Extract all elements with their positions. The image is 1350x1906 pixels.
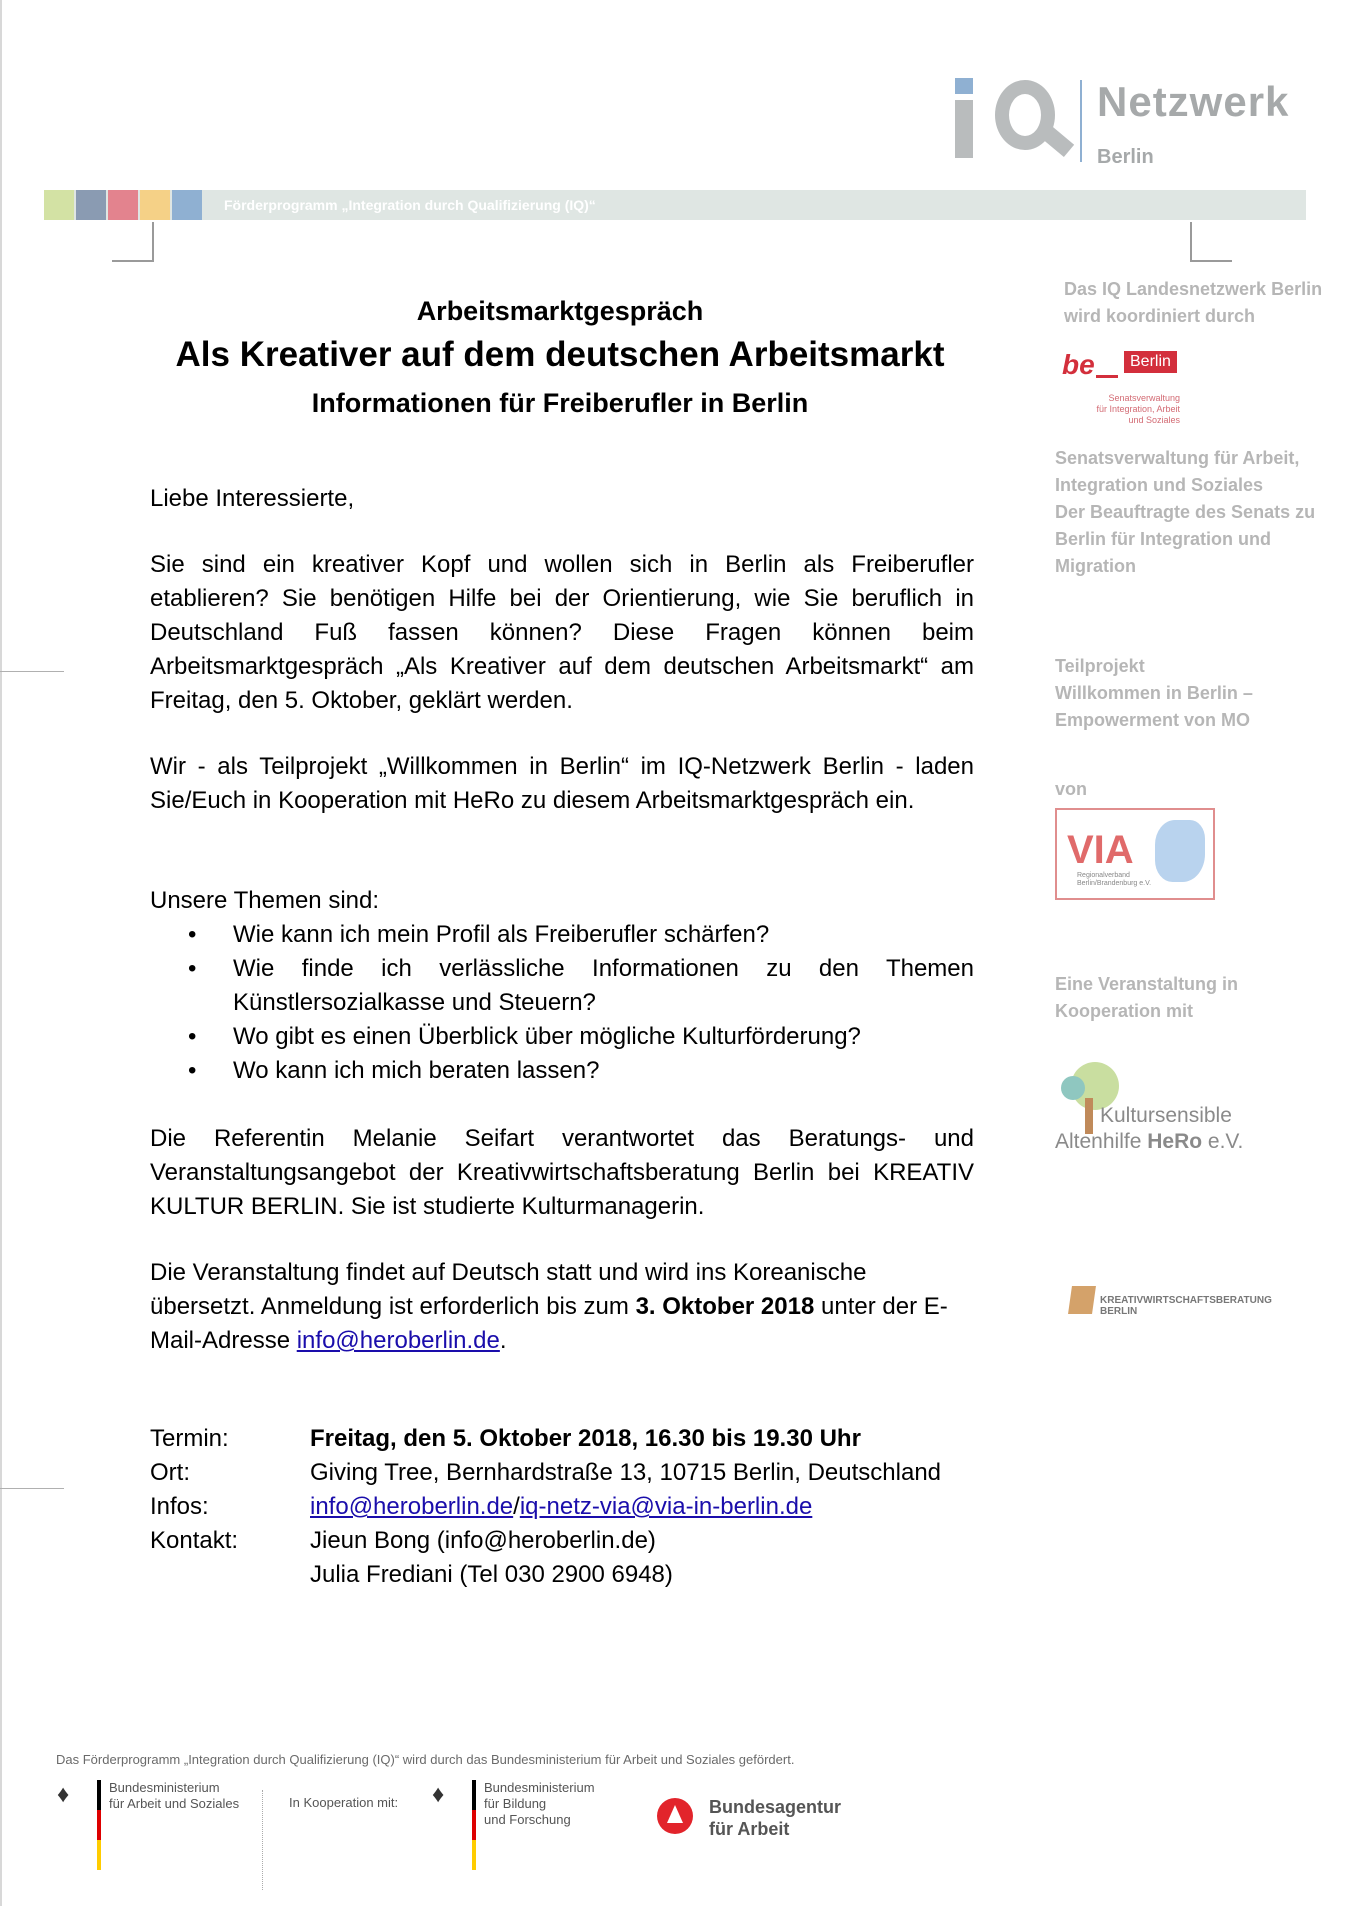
senate-line: Berlin für Integration und (1055, 529, 1271, 549)
bullet: • (188, 1023, 197, 1050)
bmas-line: für Arbeit und Soziales (109, 1796, 240, 1811)
termin-value: Freitag, den 5. Oktober 2018, 16.30 bis 19.30 Uhr (310, 1425, 861, 1452)
brandenburg-gate-icon (1096, 355, 1118, 378)
german-flag-bar (472, 1780, 476, 1870)
event-info-table (150, 1422, 941, 1592)
info-row-ort (150, 1456, 941, 1490)
fold-mark-bottom (0, 1488, 64, 1489)
page-edge (0, 0, 2, 1906)
teil-line: Teilprojekt (1055, 656, 1145, 676)
via-logo (1055, 808, 1215, 900)
crop-mark-left (112, 222, 154, 262)
logo-netzwerk-text: Netzwerk (1097, 78, 1290, 125)
paragraph-registration (150, 1256, 974, 1358)
map-shape-icon (1155, 820, 1205, 882)
strip-swatch (44, 190, 74, 220)
registration-email-link[interactable]: info@heroberlin.de (296, 1327, 500, 1354)
coord-line: Das IQ Landesnetzwerk Berlin (1064, 279, 1323, 299)
bmbf-logo (432, 1780, 632, 1880)
ort-label: Ort: (150, 1459, 190, 1486)
hero-email-link[interactable]: info@heroberlin.de (310, 1493, 514, 1520)
bmbf-line: für Bildung (484, 1796, 547, 1811)
iq-logo-separator (1080, 80, 1082, 162)
list-item (150, 1054, 974, 1088)
teil-line: Willkommen in Berlin – (1055, 683, 1253, 703)
strip-swatch (172, 190, 202, 220)
registration-text-2: unter der E-Mail-Adresse (150, 1293, 948, 1354)
eagle-icon: ♦ (432, 1781, 445, 1808)
senate-line: Integration und Soziales (1055, 475, 1264, 495)
infos-label: Infos: (150, 1493, 209, 1520)
bmbf-line: Bundesministerium (484, 1780, 595, 1795)
german-flag-bar (97, 1780, 101, 1870)
topics-intro: Unsere Themen sind: (150, 887, 380, 914)
kontakt-label: Kontakt: (150, 1527, 239, 1554)
crop-mark-right (1190, 222, 1232, 262)
bmbf-text (484, 1780, 595, 1828)
kontakt-value-1: Jieun Bong (info@heroberlin.de) (310, 1527, 656, 1554)
topic-text: Wie finde ich verlässliche Informationen zu den Themen Künstlersozialkasse und Steuern? (233, 955, 974, 1016)
topic-text: Wie kann ich mein Profil als Freiberufler schärfen? (233, 921, 770, 948)
be-logo-berlin: Berlin (1124, 351, 1177, 373)
footer-divider (262, 1790, 264, 1890)
document-title: Als Kreativer auf dem deutschen Arbeitsmarkt (175, 335, 945, 374)
eagle-icon: ♦ (57, 1781, 70, 1808)
iq-logo-stem (955, 100, 973, 158)
kreativwirtschaftsberatung-logo (1070, 1284, 1310, 1318)
hero-logo-line-1: Kultursensible (1100, 1104, 1232, 1127)
termin-label: Termin: (150, 1425, 229, 1452)
tree-icon-leaf (1061, 1076, 1085, 1100)
ba-line: Bundesagentur (709, 1797, 842, 1817)
infos-value (310, 1490, 812, 1524)
via-sub-line: Berlin/Brandenburg e.V. (1077, 880, 1152, 887)
hero-suffix: e.V. (1202, 1130, 1244, 1153)
fold-mark-top (0, 671, 64, 672)
topic-text: Wo kann ich mich beraten lassen? (233, 1057, 600, 1084)
be-logo-subtitle (1062, 393, 1180, 426)
bmas-logo (57, 1780, 257, 1880)
bullet: • (188, 1057, 197, 1084)
document-subtitle: Informationen für Freiberufler in Berlin (311, 388, 809, 418)
topics-list (150, 918, 974, 1088)
hero-logo (1055, 1062, 1275, 1172)
logo-berlin-text: Berlin (1097, 146, 1154, 168)
strip-swatch (108, 190, 138, 220)
info-row-kontakt-2 (150, 1558, 941, 1592)
list-item (150, 918, 974, 952)
sidebar-teilprojekt-text (1055, 653, 1253, 734)
strip-swatch (76, 190, 106, 220)
teil-line: Empowerment von MO (1055, 710, 1251, 730)
ba-text (709, 1796, 841, 1840)
be-sub-line: Senatsverwaltung (1108, 393, 1180, 403)
sidebar-senate-text (1055, 445, 1315, 580)
list-item (150, 1020, 974, 1054)
bullet: • (188, 921, 197, 948)
info-row-infos (150, 1490, 941, 1524)
be-sub-line: und Soziales (1128, 415, 1180, 425)
info-row-termin (150, 1422, 941, 1456)
bmas-text (109, 1780, 239, 1812)
senate-line: Der Beauftragte des Senats zu (1055, 502, 1316, 522)
iq-logo-q-tail (1038, 123, 1074, 157)
bmas-line: Bundesministerium (109, 1780, 220, 1795)
registration-deadline: 3. Oktober 2018 (635, 1293, 815, 1320)
strip-swatch (140, 190, 170, 220)
salutation: Liebe Interessierte, (150, 485, 355, 512)
kwb-logo-text: KREATIVWIRTSCHAFTSBERATUNG BERLIN (1100, 1295, 1272, 1317)
ba-a-icon-glyph (667, 1805, 683, 1823)
senate-line: Migration (1055, 556, 1136, 576)
hero-logo-line-2 (1055, 1130, 1243, 1154)
bullet: • (188, 955, 197, 982)
senate-line: Senatsverwaltung für Arbeit, (1055, 448, 1300, 468)
iq-netzwerk-logo (955, 78, 1315, 178)
document-kicker: Arbeitsmarktgespräch (416, 296, 704, 326)
kontakt-value-2: Julia Frediani (Tel 030 2900 6948) (310, 1561, 673, 1588)
sidebar-cooperation-text (1055, 971, 1238, 1025)
list-item (150, 952, 974, 1020)
info-row-kontakt (150, 1524, 941, 1558)
bmbf-line: und Forschung (484, 1812, 571, 1827)
be-berlin-logo (1062, 349, 1187, 433)
registration-text: Die Veranstaltung findet auf Deutsch statt und wird ins Koreanische übersetzt. Anmeldung ist erforderlich bis zum (150, 1259, 867, 1320)
infos-separator: / (513, 1493, 520, 1520)
registration-end: . (499, 1327, 507, 1354)
bundesagentur-logo (657, 1796, 877, 1846)
hero-name: HeRo (1147, 1130, 1203, 1153)
via-email-link[interactable]: iq-netz-via@via-in-berlin.de (519, 1493, 813, 1520)
coord-line: wird koordiniert durch (1064, 306, 1256, 326)
footer-funding-note: Das Förderprogramm „Integration durch Qualifizierung (IQ)“ wird durch das Bundesministerium für Arbeit und Soziales gefördert. (56, 1752, 795, 1767)
paragraph-speaker: Die Referentin Melanie Seifart verantwortet das Beratungs- und Veranstaltungsangebot der Kreativwirtschaftsberatung Berlin bei KREATIV KULTUR BERLIN. Sie ist studierte Kulturmanagerin. (150, 1125, 974, 1220)
be-sub-line: für Integration, Arbeit (1096, 404, 1180, 414)
footer-cooperation-label: In Kooperation mit: (289, 1795, 399, 1810)
program-color-strip (44, 190, 1306, 220)
program-strip-text: Förderprogramm „Integration durch Qualifizierung (IQ)“ (224, 197, 596, 213)
via-logo-text: VIA (1067, 828, 1134, 872)
topic-text: Wo gibt es einen Überblick über mögliche Kulturförderung? (233, 1023, 861, 1050)
via-sub-line: Regionalverband (1077, 872, 1130, 879)
ba-line: für Arbeit (709, 1819, 790, 1839)
via-logo-subtitle (1077, 872, 1151, 888)
hero-text: Altenhilfe (1055, 1130, 1148, 1153)
koop-line: Eine Veranstaltung in (1055, 974, 1239, 994)
tree-trunk-icon (1085, 1098, 1093, 1134)
iq-logo-dot (955, 78, 973, 94)
be-logo-be: be (1062, 349, 1095, 380)
sidebar-coordination-text (1064, 276, 1322, 330)
paragraph-invitation: Wir - als Teilprojekt „Willkommen in Berlin“ im IQ-Netzwerk Berlin - laden Sie/Euch in Kooperation mit HeRo zu diesem Arbeitsmarktgespräch ein. (150, 753, 974, 814)
koop-line: Kooperation mit (1055, 1001, 1193, 1021)
sidebar-von: von (1055, 779, 1088, 799)
ort-value: Giving Tree, Bernhardstraße 13, 10715 Berlin, Deutschland (310, 1459, 942, 1486)
kwb-icon (1068, 1286, 1096, 1314)
paragraph-intro: Sie sind ein kreativer Kopf und wollen sich in Berlin als Freiberufler etablieren? Sie benötigen Hilfe bei der Orientierung, wie Sie beruflich in Deutschland Fuß fassen können? Diese Fragen können beim Arbeitsmarktgespräch „Als Kreativer auf dem deutschen Arbeitsmarkt“ am Freitag, den 5. Oktober, geklärt werden. (150, 551, 974, 714)
